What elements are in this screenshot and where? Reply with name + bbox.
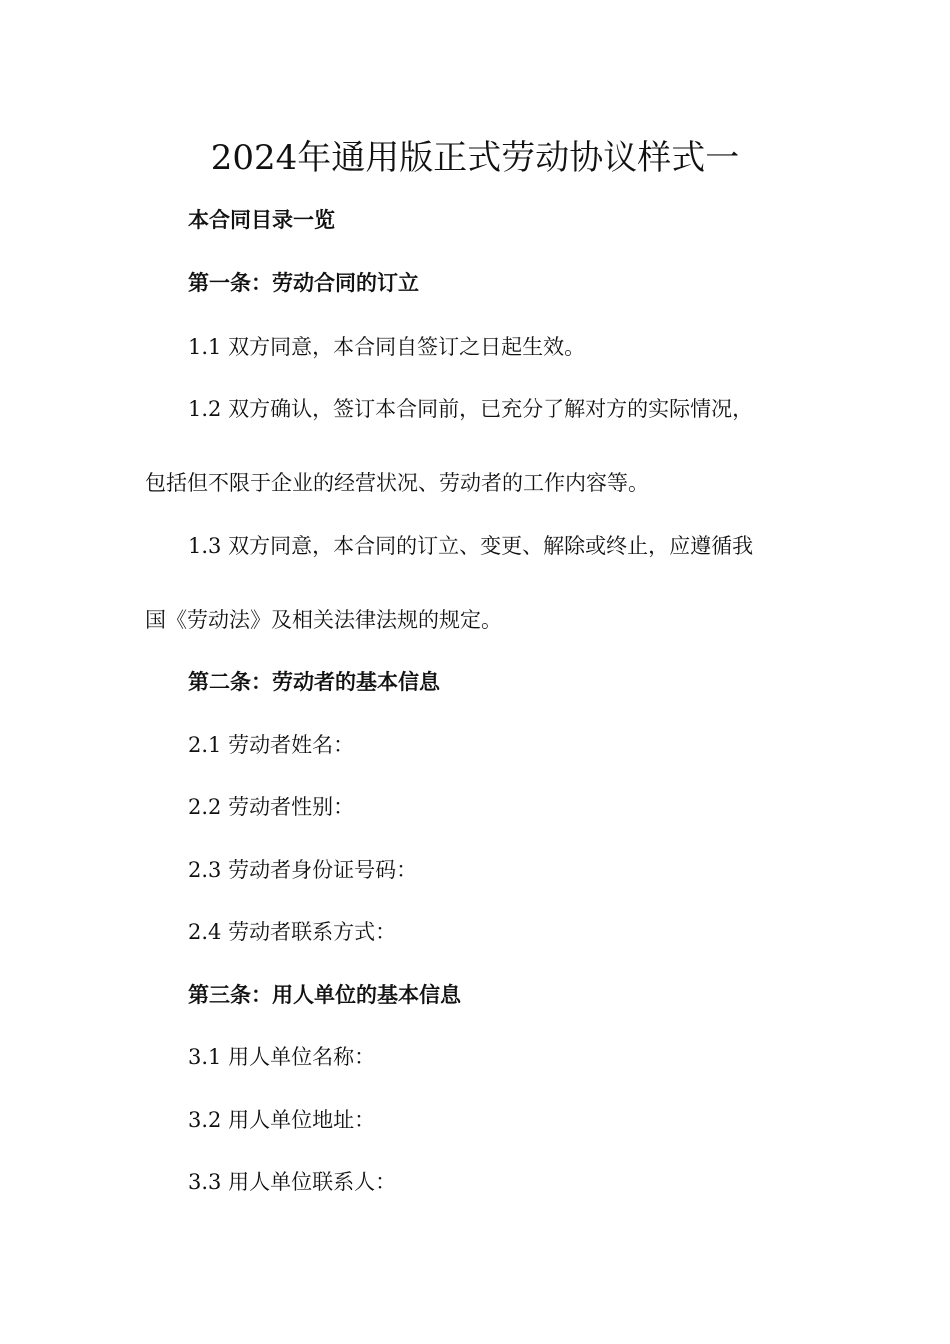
clause-2-2: 2.2 劳动者性别： [188,795,355,819]
clause-1-1: 1.1 双方同意，本合同自签订之日起生效。 [188,335,586,359]
article-3-heading: 第三条：用人单位的基本信息 [188,982,461,1007]
clause-2-3: 2.3 劳动者身份证号码： [188,858,418,882]
clause-1-3-line-2: 国《劳动法》及相关法律法规的规定。 [145,608,502,632]
clause-3-1: 3.1 用人单位名称： [188,1045,376,1069]
document-title: 2024年通用版正式劳动协议样式一 [210,138,740,178]
clause-3-2: 3.2 用人单位地址： [188,1108,376,1132]
toc-heading: 本合同目录一览 [188,207,335,232]
clause-3-3: 3.3 用人单位联系人： [188,1170,397,1194]
article-1-heading: 第一条：劳动合同的订立 [188,270,419,295]
clause-1-2-line-1: 1.2 双方确认，签订本合同前，已充分了解对方的实际情况， [188,397,754,421]
clause-1-2-line-2: 包括但不限于企业的经营状况、劳动者的工作内容等。 [145,471,649,495]
clause-2-4: 2.4 劳动者联系方式： [188,920,397,944]
clause-2-1: 2.1 劳动者姓名： [188,733,355,757]
clause-1-3-line-1: 1.3 双方同意，本合同的订立、变更、解除或终止，应遵循我 [188,534,754,558]
article-2-heading: 第二条：劳动者的基本信息 [188,669,440,694]
